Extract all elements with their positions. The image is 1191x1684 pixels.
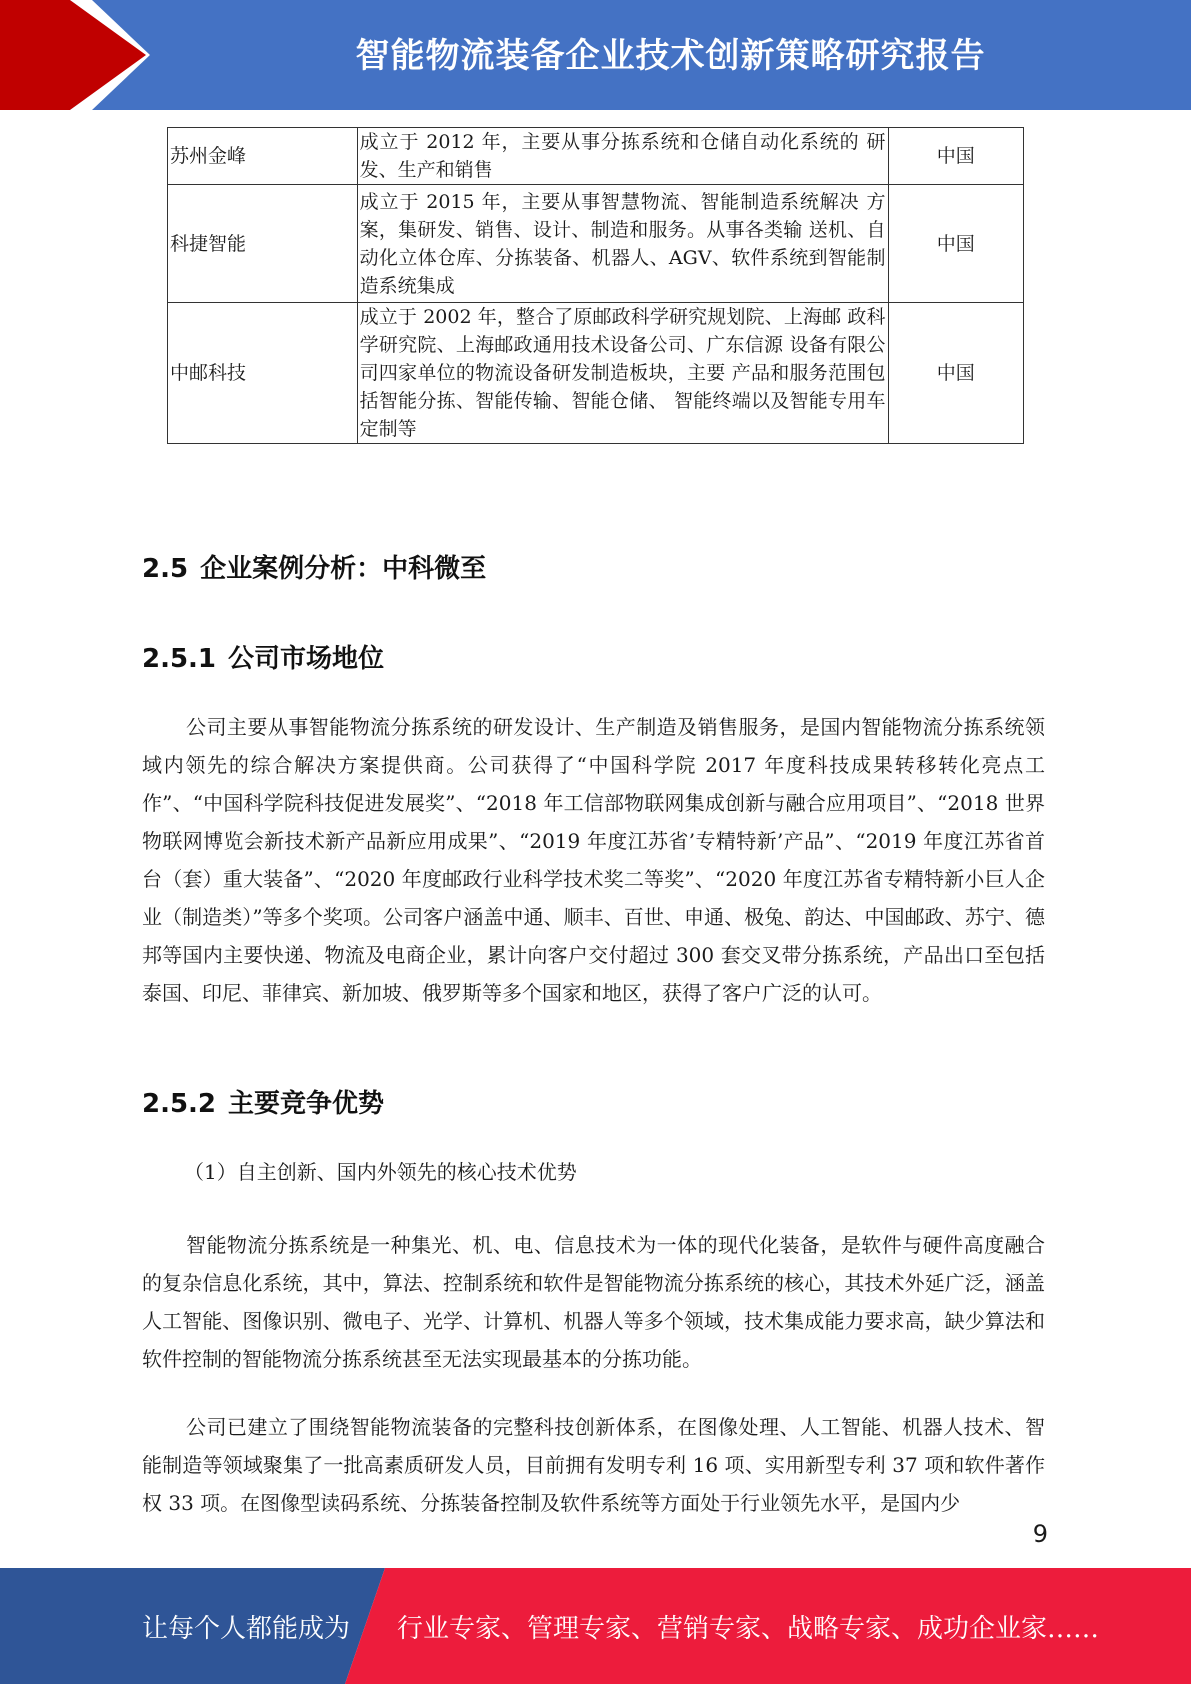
footer-slogan-right: 行业专家、管理专家、营销专家、战略专家、成功企业家…… [397, 1614, 1100, 1644]
section-number: 2.5.1 [142, 644, 217, 674]
company-name: 中邮科技 [168, 303, 358, 444]
section-heading-2-5-2 [142, 1083, 384, 1120]
footer-slogan-left: 让每个人都能成为 [142, 1614, 351, 1644]
table-row [168, 185, 1024, 303]
paragraph-sorting-system: 智能物流分拣系统是一种集光、机、电、信息技术为一体的现代化装备，是软件与硬件高度融合的复杂信息化系统，其中，算法、控制系统和软件是智能物流分拣系统的核心，其技术外延广泛，涵盖人工智能、图像识别、微电子、光学、计算机、机器人等多个领域，技术集成能力要求高，缺少算法和软件控制的智能物流分拣系统甚至无法实现最基本的分拣功能。 [142, 1233, 1045, 1371]
page-header [0, 0, 1191, 110]
section-title: 企业案例分析：中科微至 [200, 554, 487, 584]
subheading-core-tech: （1）自主创新、国内外领先的核心技术优势 [184, 1160, 577, 1184]
table-row [168, 303, 1024, 444]
company-name: 苏州金峰 [168, 128, 358, 185]
section-number: 2.5 [142, 554, 189, 584]
page-footer [0, 1568, 1191, 1684]
section-heading-2-5-1 [142, 638, 384, 675]
company-name: 科捷智能 [168, 185, 358, 303]
page-number: 9 [1032, 1520, 1048, 1548]
table-row [168, 128, 1024, 185]
section-title: 主要竞争优势 [228, 1089, 385, 1119]
section-number: 2.5.2 [142, 1089, 217, 1119]
company-description: 成立于 2015 年，主要从事智慧物流、智能制造系统解决 方案，集研发、销售、设计、制造和服务。从事各类输 送机、自动化立体仓库、分拣装备、机器人、AGV、软件系统到智能制造系统集成 [357, 185, 888, 303]
company-table [167, 127, 1024, 444]
company-description: 成立于 2012 年，主要从事分拣系统和仓储自动化系统的 研发、生产和销售 [357, 128, 888, 185]
paragraph-innovation-system: 公司已建立了围绕智能物流装备的完整科技创新体系，在图像处理、人工智能、机器人技术、智能制造等领域聚集了一批高素质研发人员，目前拥有发明专利 16 项、实用新型专利 37 项和软件著作权 33 项。在图像型读码系统、分拣装备控制及软件系统等方面处于行业领先水平，是国内少 [142, 1415, 1045, 1515]
report-title: 智能物流装备企业技术创新策略研究报告 [355, 36, 986, 76]
company-country: 中国 [888, 185, 1023, 303]
section-heading-2-5 [142, 548, 486, 585]
company-country: 中国 [888, 303, 1023, 444]
paragraph-market-position: 公司主要从事智能物流分拣系统的研发设计、生产制造及销售服务，是国内智能物流分拣系统领域内领先的综合解决方案提供商。公司获得了“中国科学院 2017 年度科技成果转移转化亮点工作”、“中国科学院科技促进发展奖”、“2018 年工信部物联网集成创新与融合应用项目”、“2018 世界物联网博览会新技术新产品新应用成果”、“2019 年度江苏省’专精特新’产品”、“2019 年度江苏省首台（套）重大装备”、“2020 年度邮政行业科学技术奖二等奖”、“2020 年度江苏省专精特新小巨人企业（制造类）”等多个奖项。公司客户涵盖中通、顺丰、百世、申通、极兔、韵达、中国邮政、苏宁、德邦等国内主要快递、物流及电商企业，累计向客户交付超过 300 套交叉带分拣系统，产品出口至包括泰国、印尼、菲律宾、新加坡、俄罗斯等多个国家和地区，获得了客户广泛的认可。 [142, 715, 1045, 1005]
section-title: 公司市场地位 [228, 644, 385, 674]
company-description: 成立于 2002 年，整合了原邮政科学研究规划院、上海邮 政科学研究院、上海邮政通用技术设备公司、广东信源 设备有限公司四家单位的物流设备研发制造板块，主要 产品和服务范围包括智能分拣、智能传输、智能仓储、 智能终端以及智能专用车定制等 [357, 303, 888, 444]
company-country: 中国 [888, 128, 1023, 185]
